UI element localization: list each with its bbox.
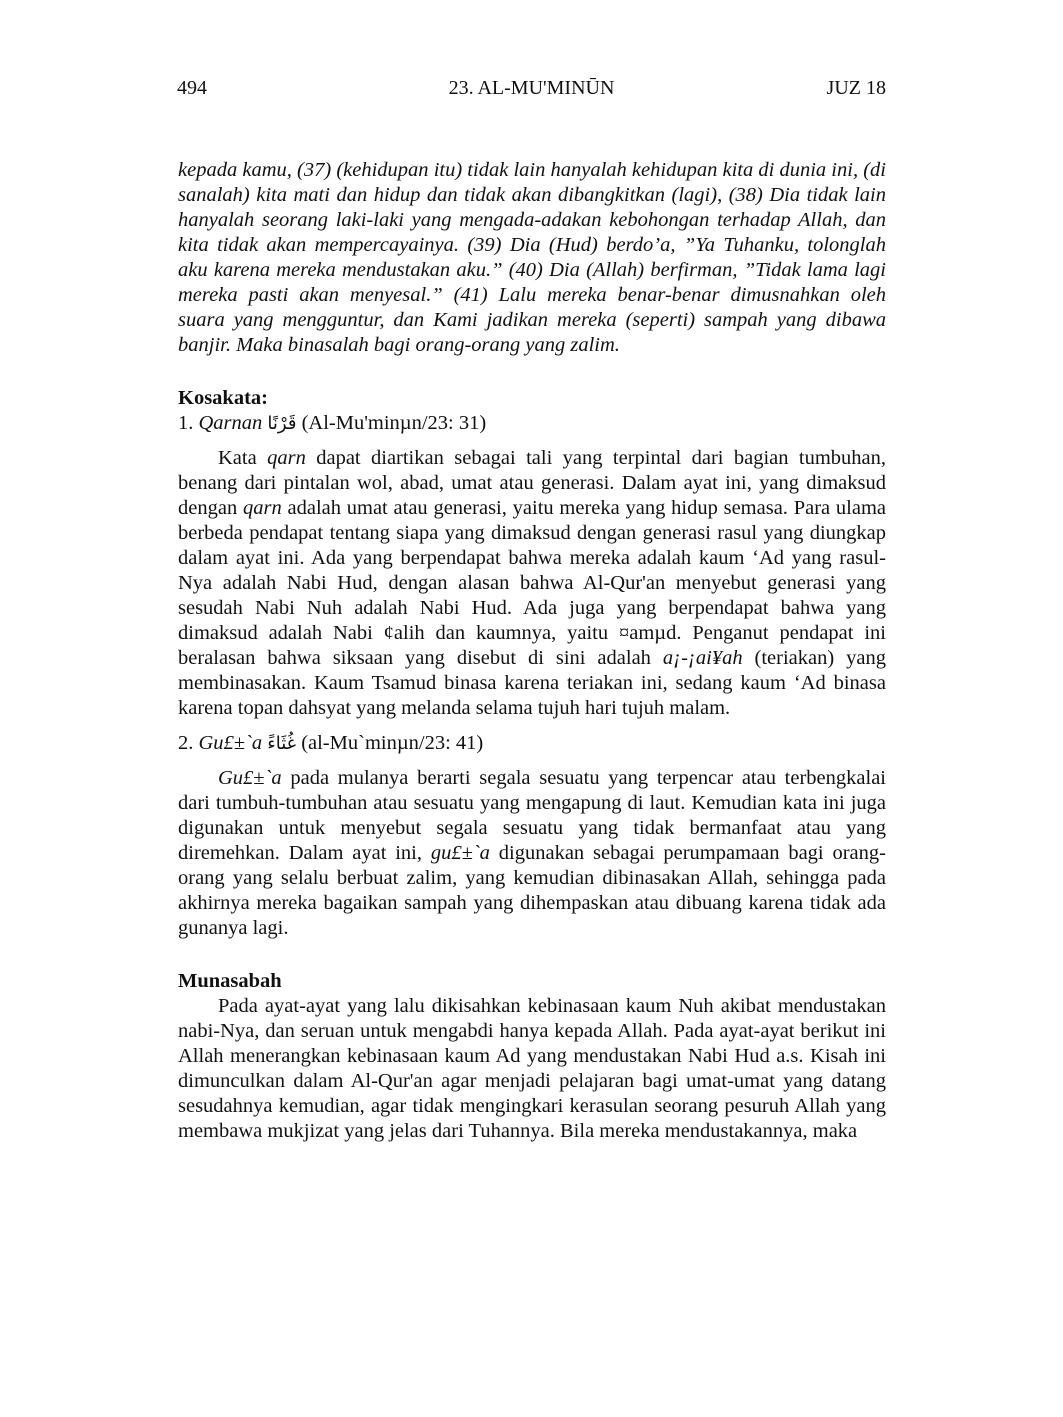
- main-text-column: [178, 158, 886, 1144]
- munasabah-heading: Munasabah: [178, 970, 282, 992]
- entry-term: Gu£±`a: [198, 732, 263, 754]
- entry-arabic: قَرْنًا: [267, 413, 297, 434]
- italic-term: Gu£±`a: [218, 767, 282, 789]
- vocab-entry-body-1: [178, 446, 886, 721]
- kosakata-heading: Kosakata:: [178, 387, 268, 409]
- italic-term: a¡-¡ai¥ah: [662, 647, 743, 669]
- text-run: dapat diartikan sebagai tali yang terpintal dari bagian tumbuhan, benang dari pintalan wol, abad, umat atau generasi. Dalam ayat ini, yang dimaksud dengan: [178, 447, 886, 519]
- italic-term: gu£±`a: [430, 842, 490, 864]
- surah-title: 23. AL-MU'MINŪN: [448, 77, 615, 99]
- italic-term: qarn: [242, 497, 282, 519]
- vocab-entry-title-2: [178, 731, 886, 756]
- page-number: 494: [177, 77, 207, 99]
- text-run: pada mulanya berarti segala sesuatu yang terpencar atau terbengkalai dari tumbuh-tumbuhan atau sesuatu yang mengapung di laut. Kemudian kata ini juga digunakan untuk menyebut segala sesuatu yang tidak bermanfaat atau yang diremehkan. Dalam ayat ini,: [178, 767, 886, 864]
- munasabah-paragraph: Pada ayat-ayat yang lalu dikisahkan kebinasaan kaum Nuh akibat mendustakan nabi-Nya, dan seruan untuk mengabdi hanya kepada Allah. Pada ayat-ayat berikut ini Allah menerangkan kebinasaan kaum Ad yang mendustakan Nabi Hud a.s. Kisah ini dimunculkan dalam Al-Qur'an agar menjadi pelajaran bagi umat-umat yang datang sesudahnya kemudian, agar tidak mengingkari kerasulan seorang pesuruh Allah yang membawa mukjizat yang jelas dari Tuhannya. Bila mereka mendustakannya, maka: [178, 995, 886, 1142]
- entry-reference: (Al-Mu'minµn/23: 31): [301, 412, 487, 434]
- entry-number: 2.: [178, 732, 194, 754]
- entry-term: Qarnan: [198, 412, 263, 434]
- italic-term: qarn: [267, 447, 306, 469]
- text-run: Kata: [218, 447, 268, 469]
- translation-paragraph: kepada kamu, (37) (kehidupan itu) tidak lain hanyalah kehidupan kita di dunia ini, (di sanalah) kita mati dan hidup dan tidak akan dibangkitkan (lagi), (38) Dia tidak lain hanyalah seorang laki-laki yang mengada-adakan kebohongan terhadap Allah, dan kita tidak akan mempercayainya. (39) Dia (Hud) berdo’a, ”Ya Tuhanku, tolonglah aku karena mereka mendustakan aku.” (40) Dia (Allah) berfirman, ”Tidak lama lagi mereka pasti akan menyesal.” (41) Lalu mereka benar-benar dimusnahkan oleh suara yang mengguntur, dan Kami jadikan mereka (seperti) sampah yang dibawa banjir. Maka binasalah bagi orang-orang yang zalim.: [178, 159, 886, 356]
- entry-arabic: غُثَاءً: [267, 733, 297, 754]
- text-run: (teriakan) yang membinasakan. Kaum Tsamud binasa karena teriakan ini, sedang kaum ‘Ad binasa karena topan dahsyat yang melanda selama tujuh hari tujuh malam.: [178, 647, 886, 719]
- entry-number: 1.: [178, 412, 194, 434]
- vocab-entry-body-2: [178, 766, 886, 941]
- text-run: adalah umat atau generasi, yaitu mereka yang hidup semasa. Para ulama berbeda pendapat tentang siapa yang dimaksud dengan generasi rasul yang diungkap dalam ayat ini. Ada yang berpendapat bahwa mereka adalah kaum ‘Ad yang rasul-Nya adalah Nabi Hud, dengan alasan bahwa Al-Qur'an menyebut generasi yang sesudah Nabi Nuh adalah Nabi Hud. Ada juga yang berpendapat bahwa yang dimaksud adalah Nabi ¢alih dan kaumnya, yaitu ¤amµd. Penganut pendapat ini beralasan bahwa siksaan yang disebut di sini adalah: [178, 497, 886, 669]
- juz-label: JUZ 18: [826, 77, 886, 99]
- entry-reference: (al-Mu`minµn/23: 41): [301, 732, 484, 754]
- vocab-entry-title-1: [178, 411, 886, 436]
- text-run: digunakan sebagai perumpamaan bagi orang-orang yang selalu berbuat zalim, yang kemudian dibinasakan Allah, sehingga pada akhirnya mereka bagaikan sampah yang dihempaskan atau dibuang karena tidak ada gunanya lagi.: [178, 842, 886, 939]
